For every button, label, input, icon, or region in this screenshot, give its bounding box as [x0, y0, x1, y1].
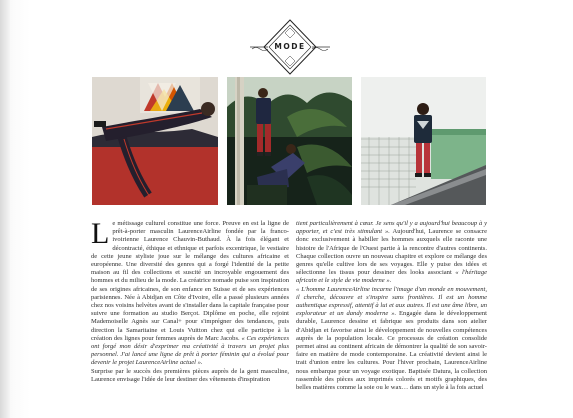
- article-column-left: [91, 217, 290, 384]
- article-intro-text: e métissage culturel constitue une force. Preuve en est la ligne de prêt-à-porter masculin LaurenceAirline fondée par la franco-ivoirienne Laurence Chauvin-Buthaud. À la fois élégant et décontracté, éthique et ethnique et parfois excentrique, le vestiaire de cette jeune styliste joue sur le mélange des cultures africaine et européenne. Une diversité des genres qui a forgé l'identité de la petite maison au fil des collections et suscité un incroyable engouement des hommes et du milieu de la mode. La créatrice nomade puise son inspiration de ses origines africaines, de son enfance en Suisse et de ses expériences parisiennes. Née à Abidjan en Côte d'Ivoire, elle a passé plusieurs années chez nos voisins helvètes avant de s'installer dans la capitale française pour suivre une formation au studio Berçot. Diplôme en poche, elle rejoint Mademoiselle Agnès sur Canal+ pour s'imprégner des tendances, puis direction la Samaritaine et Louis Vuitton chez qui elle participe à la création des lignes pour femmes auprès de Marc Jacobs.: [91, 220, 289, 342]
- right-paragraph-1: Aujourd'hui, Laurence se consacre donc exclusivement à habiller les hommes auxquels elle raconte une histoire de l'Afrique de l'Ouest partie à la rencontre d'autres continents. Chaque collection ouvre un nouveau chapitre et explore ce mélange des genres qu'elle cultive lors de ses voyages. Elle y puise des idées et sélectionne les tissus pour dessiner des looks associant: [296, 228, 487, 277]
- article-left-tail: Surprise par le succès des premières pièces auprès de la gent masculine, Laurence envisage l'idée de leur destiner des vêtements d'inspiration: [91, 367, 289, 383]
- article-column-right: [296, 220, 487, 392]
- drop-cap: L: [91, 217, 110, 250]
- mode-section-logo: [250, 14, 330, 84]
- photo-model-lying-striped-suit: [92, 77, 218, 205]
- right-quote-opening: tient particulièrement à cœur. Je sens qu'il y a aujourd'hui beaucoup à y apporter, et c'est très stimulant ».: [296, 220, 487, 236]
- photo-model-standing-green-wall: [361, 77, 486, 205]
- page-binding-shadow: [0, 0, 10, 418]
- right-paragraph-2: Engagée dans le développement durable, Laurence dessine et fabrique ses produits dans son atelier d'Abidjan et favorise ainsi le développement de nouvelles compétences auprès de la population locale. Ce processus de création consolide permet ainsi au continent africain de démontrer la qualité de son savoir-faire en matière de mode contemporaine. La créativité devient ainsi le trait d'union entre les cultures. Pour l'hiver prochain, LaurenceAirline nous embarque pour un voyage exotique. Baptisée Datura, la collection rassemble des pièces aux imprimés colorés et motifs graphiques, des belles matières comme la soie ou le wax… dans un style à la fois actuel: [296, 310, 487, 392]
- photo-two-models-tropical-garden: [227, 77, 352, 205]
- brand-man-quote: « L'homme LaurenceAirline incarne l'image d'un monde en mouvement, il cherche, découvre et s'inspire sans frontières. Il est un homme authentique expressif, attentif à lui et aux autres. Il est une âme libre, un explorateur et un dandy moderne ».: [296, 285, 487, 318]
- heritage-quote: « l'héritage africain et le style de vie moderne ».: [296, 269, 487, 285]
- logo-wordmark: MODE: [274, 42, 306, 51]
- designer-quote: « Ces expériences ont forgé mon désir d'exprimer ma créativité à travers un projet plus personnel. J'ai lancé une ligne de prêt à porter féminin qui a évolué pour devenir le projet LaurenceAirline actuel ».: [91, 334, 290, 367]
